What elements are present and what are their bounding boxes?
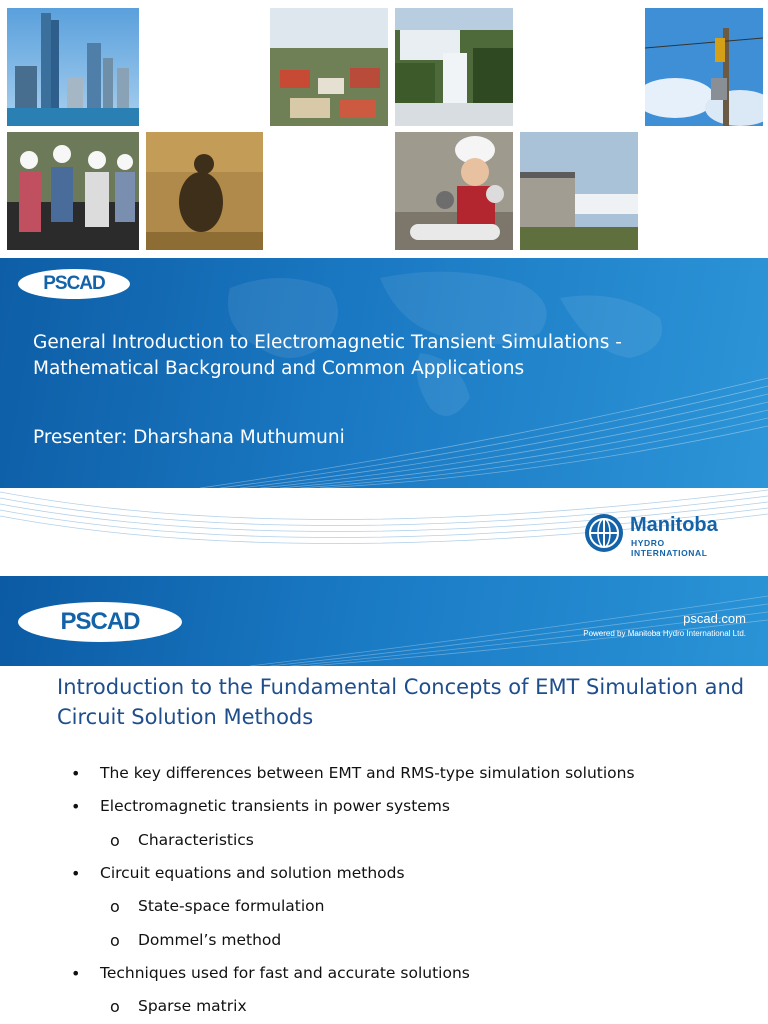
sub-bullet-item [110,930,282,950]
bullet-text: The key differences between EMT and RMS-type simulation solutions [100,764,635,782]
bullet-text: Electromagnetic transients in power systems [100,797,450,816]
bullet-mark: • [71,863,81,883]
bullet-text: State-space formulation [138,897,325,916]
bullet-text: Sparse matrix [138,997,247,1016]
dam-spillway-photo [520,132,638,250]
dry-grass-shadow-photo [146,132,263,250]
presenter-line: Presenter: Dharshana Muthumuni [33,427,345,448]
city-skyline-photo [7,8,139,126]
bullet-text: Characteristics [138,830,254,849]
field-engineer-photo [395,132,513,250]
powered-by-text: Powered by Manitoba Hydro International Ltd. [583,629,746,638]
sub-bullet-item [110,830,254,850]
bullet-item [71,963,470,983]
bullet-mark: • [71,764,81,783]
sub-bullet-item [110,997,247,1017]
sub-bullet-mark: o [110,897,120,917]
slide-header-banner [0,576,768,666]
bullet-text: Dommel’s method [138,930,282,949]
bullet-mark: • [71,963,81,983]
power-line-worker-photo [645,8,763,126]
manitoba-hydro-logo [584,513,744,558]
bullet-text: Techniques used for fast and accurate solutions [100,963,470,982]
pscad-logo: PSCAD [18,269,130,299]
pscad-logo-small: PSCAD [18,602,182,642]
sub-bullet-mark: o [110,997,120,1017]
waterfall-photo [395,8,513,126]
website-link[interactable]: pscad.com [683,611,746,626]
slide-heading: Introduction to the Fundamental Concepts of EMT Simulation and Circuit Solution Methods [57,675,745,729]
bullet-item [71,863,405,883]
manitoba-subtitle: HYDRO INTERNATIONAL [631,538,708,558]
bullet-item [71,797,450,817]
globe-icon [584,513,624,553]
sub-bullet-mark: o [110,930,120,950]
engineers-group-photo [7,132,139,250]
bullet-item [71,764,635,783]
presentation-title: General Introduction to Electromagnetic Transient Simulations - Mathematical Background and Common Applications [33,332,622,379]
sub-bullet-mark: o [110,830,120,850]
manitoba-name: Manitoba [630,514,718,536]
bullet-mark: • [71,797,81,817]
town-rooftops-photo [270,8,388,126]
title-banner [0,258,768,488]
sub-bullet-item [110,897,325,917]
bullet-text: Circuit equations and solution methods [100,863,405,882]
